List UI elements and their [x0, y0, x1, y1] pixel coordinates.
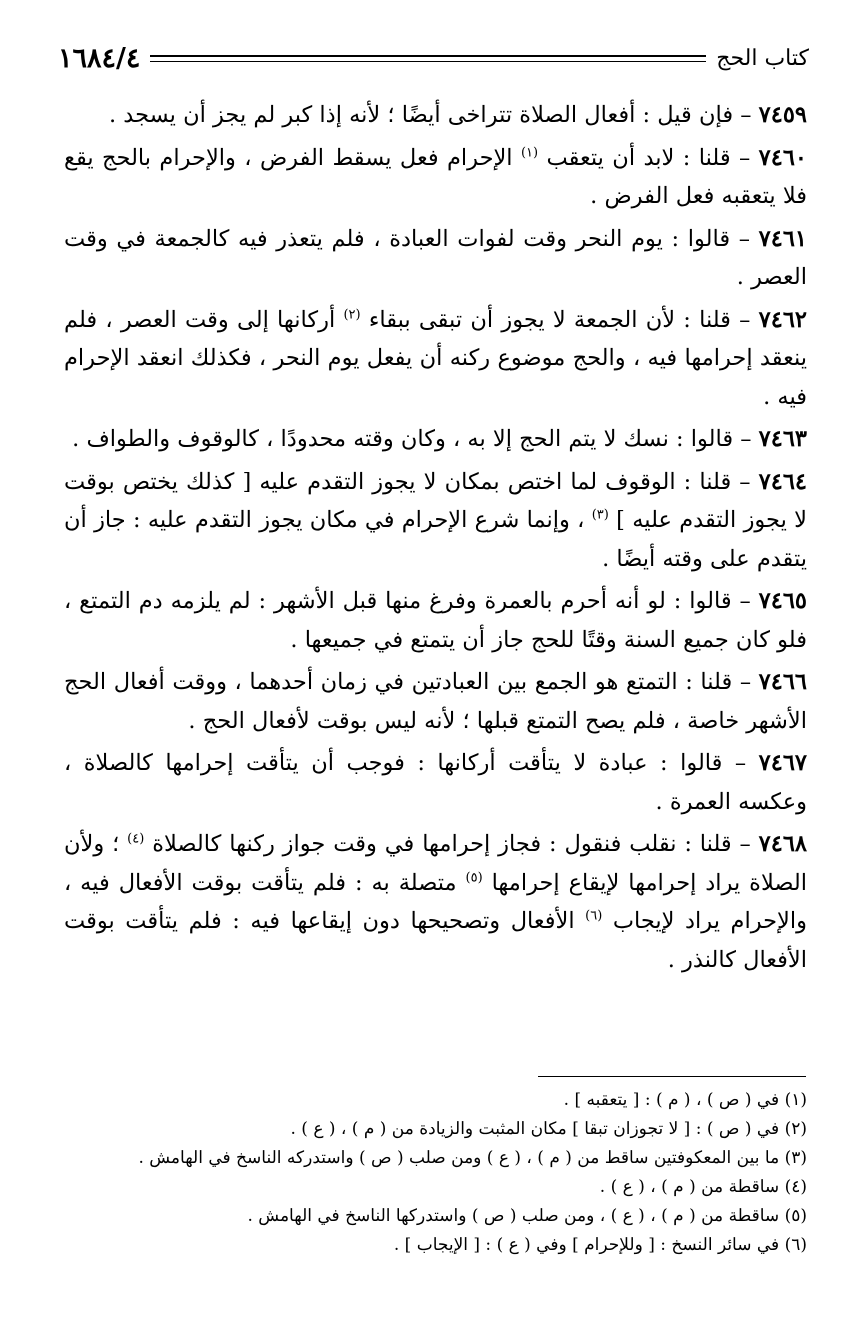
paragraph-7462: ٧٤٦٢ – قلنا : لأن الجمعة لا يجوز أن تبقى ببقاء $^{(٢)}$ أركانها إلى وقت العصر ، فلم ينعقد إحرامها فيه ، والحج موضوع ركنه أن يفعل يوم النحر ، فكذلك انعقد الإحرام فيه . — [64, 306, 807, 410]
paragraph-number: ٧٤٦٤ — [758, 468, 807, 495]
footnote-5: (٥) ساقطة من ( م ) ، ( ع ) ، ومن صلب ( ص ) واستدركها الناسخ في الهامش . — [247, 1206, 807, 1226]
page-header — [58, 38, 809, 78]
paragraph-7468: ٧٤٦٨ – قلنا : نقلب فنقول : فجاز إحرامها في وقت جواز ركنها كالصلاة $^{(٤)}$ ؛ ولأن الصلاة يراد إحرامها لإيقاع إحرامها $^{(٥)}$ متصلة به : فلم يتأقت بوقت الأفعال فيه ، والإحرام يراد لإيجاب $^{(٦)}$ الأفعال وتصحيحها دون إيقاعها فيه : فلم يتأقت بوقت الأفعال كالنذر . — [64, 831, 808, 973]
running-title: كتاب الحج — [716, 45, 809, 71]
paragraph-text: قلنا : لابد أن يتعقب — [546, 144, 731, 171]
paragraph-number: ٧٤٦٦ — [758, 669, 807, 695]
footnote-4: (٤) ساقطة من ( م ) ، ( ع ) . — [599, 1177, 807, 1197]
paragraph-text: أركانها إلى وقت العصر ، فلم ينعقد إحرامها فيه ، والحج موضوع ركنه أن يفعل يوم النحر ، فكذلك انعقد الإحرام فيه . — [64, 306, 807, 410]
paragraph-number: ٧٤٦٥ — [758, 588, 807, 614]
paragraph-7461: ٧٤٦١ – قالوا : يوم النحر وقت لفوات العبادة ، فلم يتعذر فيه كالجمعة في وقت العصر . — [64, 225, 807, 290]
paragraph-number: ٧٤٦٨ — [758, 831, 808, 857]
page-number: ١٦٨٤/٤ — [58, 42, 141, 74]
paragraph-text: متصلة به : فلم يتأقت بوقت الأفعال فيه ، والإحرام يراد لإيجاب — [64, 869, 807, 934]
paragraph-7467: ٧٤٦٧ – قالوا : عبادة لا يتأقت أركانها : فوجب أن يتأقت إحرامها كالصلاة ، وعكسه العمرة . — [64, 750, 807, 815]
footnote-ref: (٣) — [591, 507, 609, 523]
paragraph-text: قالوا : يوم النحر وقت لفوات العبادة ، فلم يتعذر فيه كالجمعة في وقت العصر . — [64, 225, 807, 290]
paragraph-text: ؛ ولأن الصلاة يراد إحرامها لإيقاع إحرامها — [64, 831, 807, 896]
footnote-2: (٢) في ( ص ) : [ لا تجوزان تبقا ] مكان المثبت والزيادة من ( م ) ، ( ع ) . — [290, 1119, 807, 1139]
footnote-ref: (١) — [520, 145, 539, 160]
paragraph-number: ٧٤٥٩ — [758, 102, 807, 128]
paragraph-7464: ٧٤٦٤ – قلنا : الوقوف لما اختص بمكان لا يجوز التقدم عليه [ كذلك يختص بوقت لا يجوز التقدم عليه ] $^{(٣)}$ ، وإنما شرع الإحرام في مكان يجوز التقدم عليه : جاز أن يتقدم على وقته أيضًا . — [64, 468, 807, 572]
paragraph-text: قلنا : نقلب فنقول : فجاز إحرامها في وقت جواز ركنها كالصلاة — [152, 831, 732, 857]
paragraph-text: قالوا : نسك لا يتم الحج إلا به ، وكان وقته محدودًا ، كالوقوف والطواف . — [72, 426, 734, 452]
paragraph-7459: ٧٤٥٩ – فإن قيل : أفعال الصلاة تتراخى أيضًا ؛ لأنه إذا كبر لم يجز أن يسجد . — [108, 102, 807, 128]
paragraph-text: قالوا : لو أنه أحرم بالعمرة وفرغ منها قبل الأشهر : لم يلزمه دم التمتع ، فلو كان جميع السنة وقتًا للحج جاز أن يتمتع في جميعها . — [64, 588, 807, 653]
paragraph-text: قلنا : لأن الجمعة لا يجوز أن تبقى ببقاء — [368, 306, 731, 333]
footnote-ref: (٦) — [585, 908, 603, 924]
header-rule — [150, 55, 706, 62]
footnote-divider — [538, 1076, 806, 1077]
paragraph-text: الإحرام فعل يسقط الفرض ، والإحرام بالحج يقع فلا يتعقبه فعل الفرض . — [64, 144, 807, 209]
footnote-6: (٦) في سائر النسخ : [ وللإحرام ] وفي ( ع ) : [ الإيجاب ] . — [393, 1235, 807, 1255]
main-text — [64, 96, 807, 983]
paragraph-text: قالوا : عبادة لا يتأقت أركانها : فوجب أن يتأقت إحرامها كالصلاة ، وعكسه العمرة . — [64, 750, 807, 815]
footnotes — [64, 1088, 807, 1262]
paragraph-number: ٧٤٦٧ — [758, 750, 807, 776]
paragraph-7465: ٧٤٦٥ – قالوا : لو أنه أحرم بالعمرة وفرغ منها قبل الأشهر : لم يلزمه دم التمتع ، فلو كان جميع السنة وقتًا للحج جاز أن يتمتع في جميعها . — [64, 588, 807, 653]
footnote-ref: (٤) — [127, 831, 145, 847]
footnote-3: (٣) ما بين المعكوفتين ساقط من ( م ) ، ( ع ) ومن صلب ( ص ) واستدركه الناسخ في الهامش . — [138, 1148, 807, 1168]
paragraph-text: قلنا : الوقوف لما اختص بمكان لا يجوز التقدم عليه [ كذلك يختص بوقت لا يجوز التقدم عليه ] — [64, 468, 807, 533]
paragraph-number: ٧٤٦٣ — [758, 426, 807, 452]
paragraph-text: فإن قيل : أفعال الصلاة تتراخى أيضًا ؛ لأنه إذا كبر لم يجز أن يسجد . — [108, 102, 734, 128]
paragraph-text: ، وإنما شرع الإحرام في مكان يجوز التقدم عليه : جاز أن يتقدم على وقته أيضًا . — [64, 507, 807, 572]
paragraph-text: قلنا : التمتع هو الجمع بين العبادتين في زمان أحدهما ، ووقت أفعال الحج الأشهر خاصة ، فلم يصح التمتع قبلها ؛ لأنه ليس بوقت لأفعال الحج . — [64, 669, 807, 734]
paragraph-7463: ٧٤٦٣ – قالوا : نسك لا يتم الحج إلا به ، وكان وقته محدودًا ، كالوقوف والطواف . — [72, 426, 807, 452]
paragraph-number: ٧٤٦٢ — [758, 306, 807, 333]
paragraph-text: الأفعال وتصحيحها دون إيقاعها فيه : فلم يتأقت بوقت الأفعال كالنذر . — [64, 908, 807, 973]
paragraph-number: ٧٤٦١ — [758, 225, 807, 252]
paragraph-7460: ٧٤٦٠ – قلنا : لابد أن يتعقب $^{(١)}$ الإحرام فعل يسقط الفرض ، والإحرام بالحج يقع فلا يتعقبه فعل الفرض . — [64, 144, 807, 209]
paragraph-number: ٧٤٦٠ — [758, 144, 807, 171]
footnote-1: (١) في ( ص ) ، ( م ) : [ يتعقبه ] . — [563, 1090, 807, 1110]
footnote-ref: (٢) — [343, 307, 361, 322]
paragraph-7466: ٧٤٦٦ – قلنا : التمتع هو الجمع بين العبادتين في زمان أحدهما ، ووقت أفعال الحج الأشهر خاصة ، فلم يصح التمتع قبلها ؛ لأنه ليس بوقت لأفعال الحج . — [64, 669, 807, 734]
footnote-ref: (٥) — [465, 870, 483, 885]
